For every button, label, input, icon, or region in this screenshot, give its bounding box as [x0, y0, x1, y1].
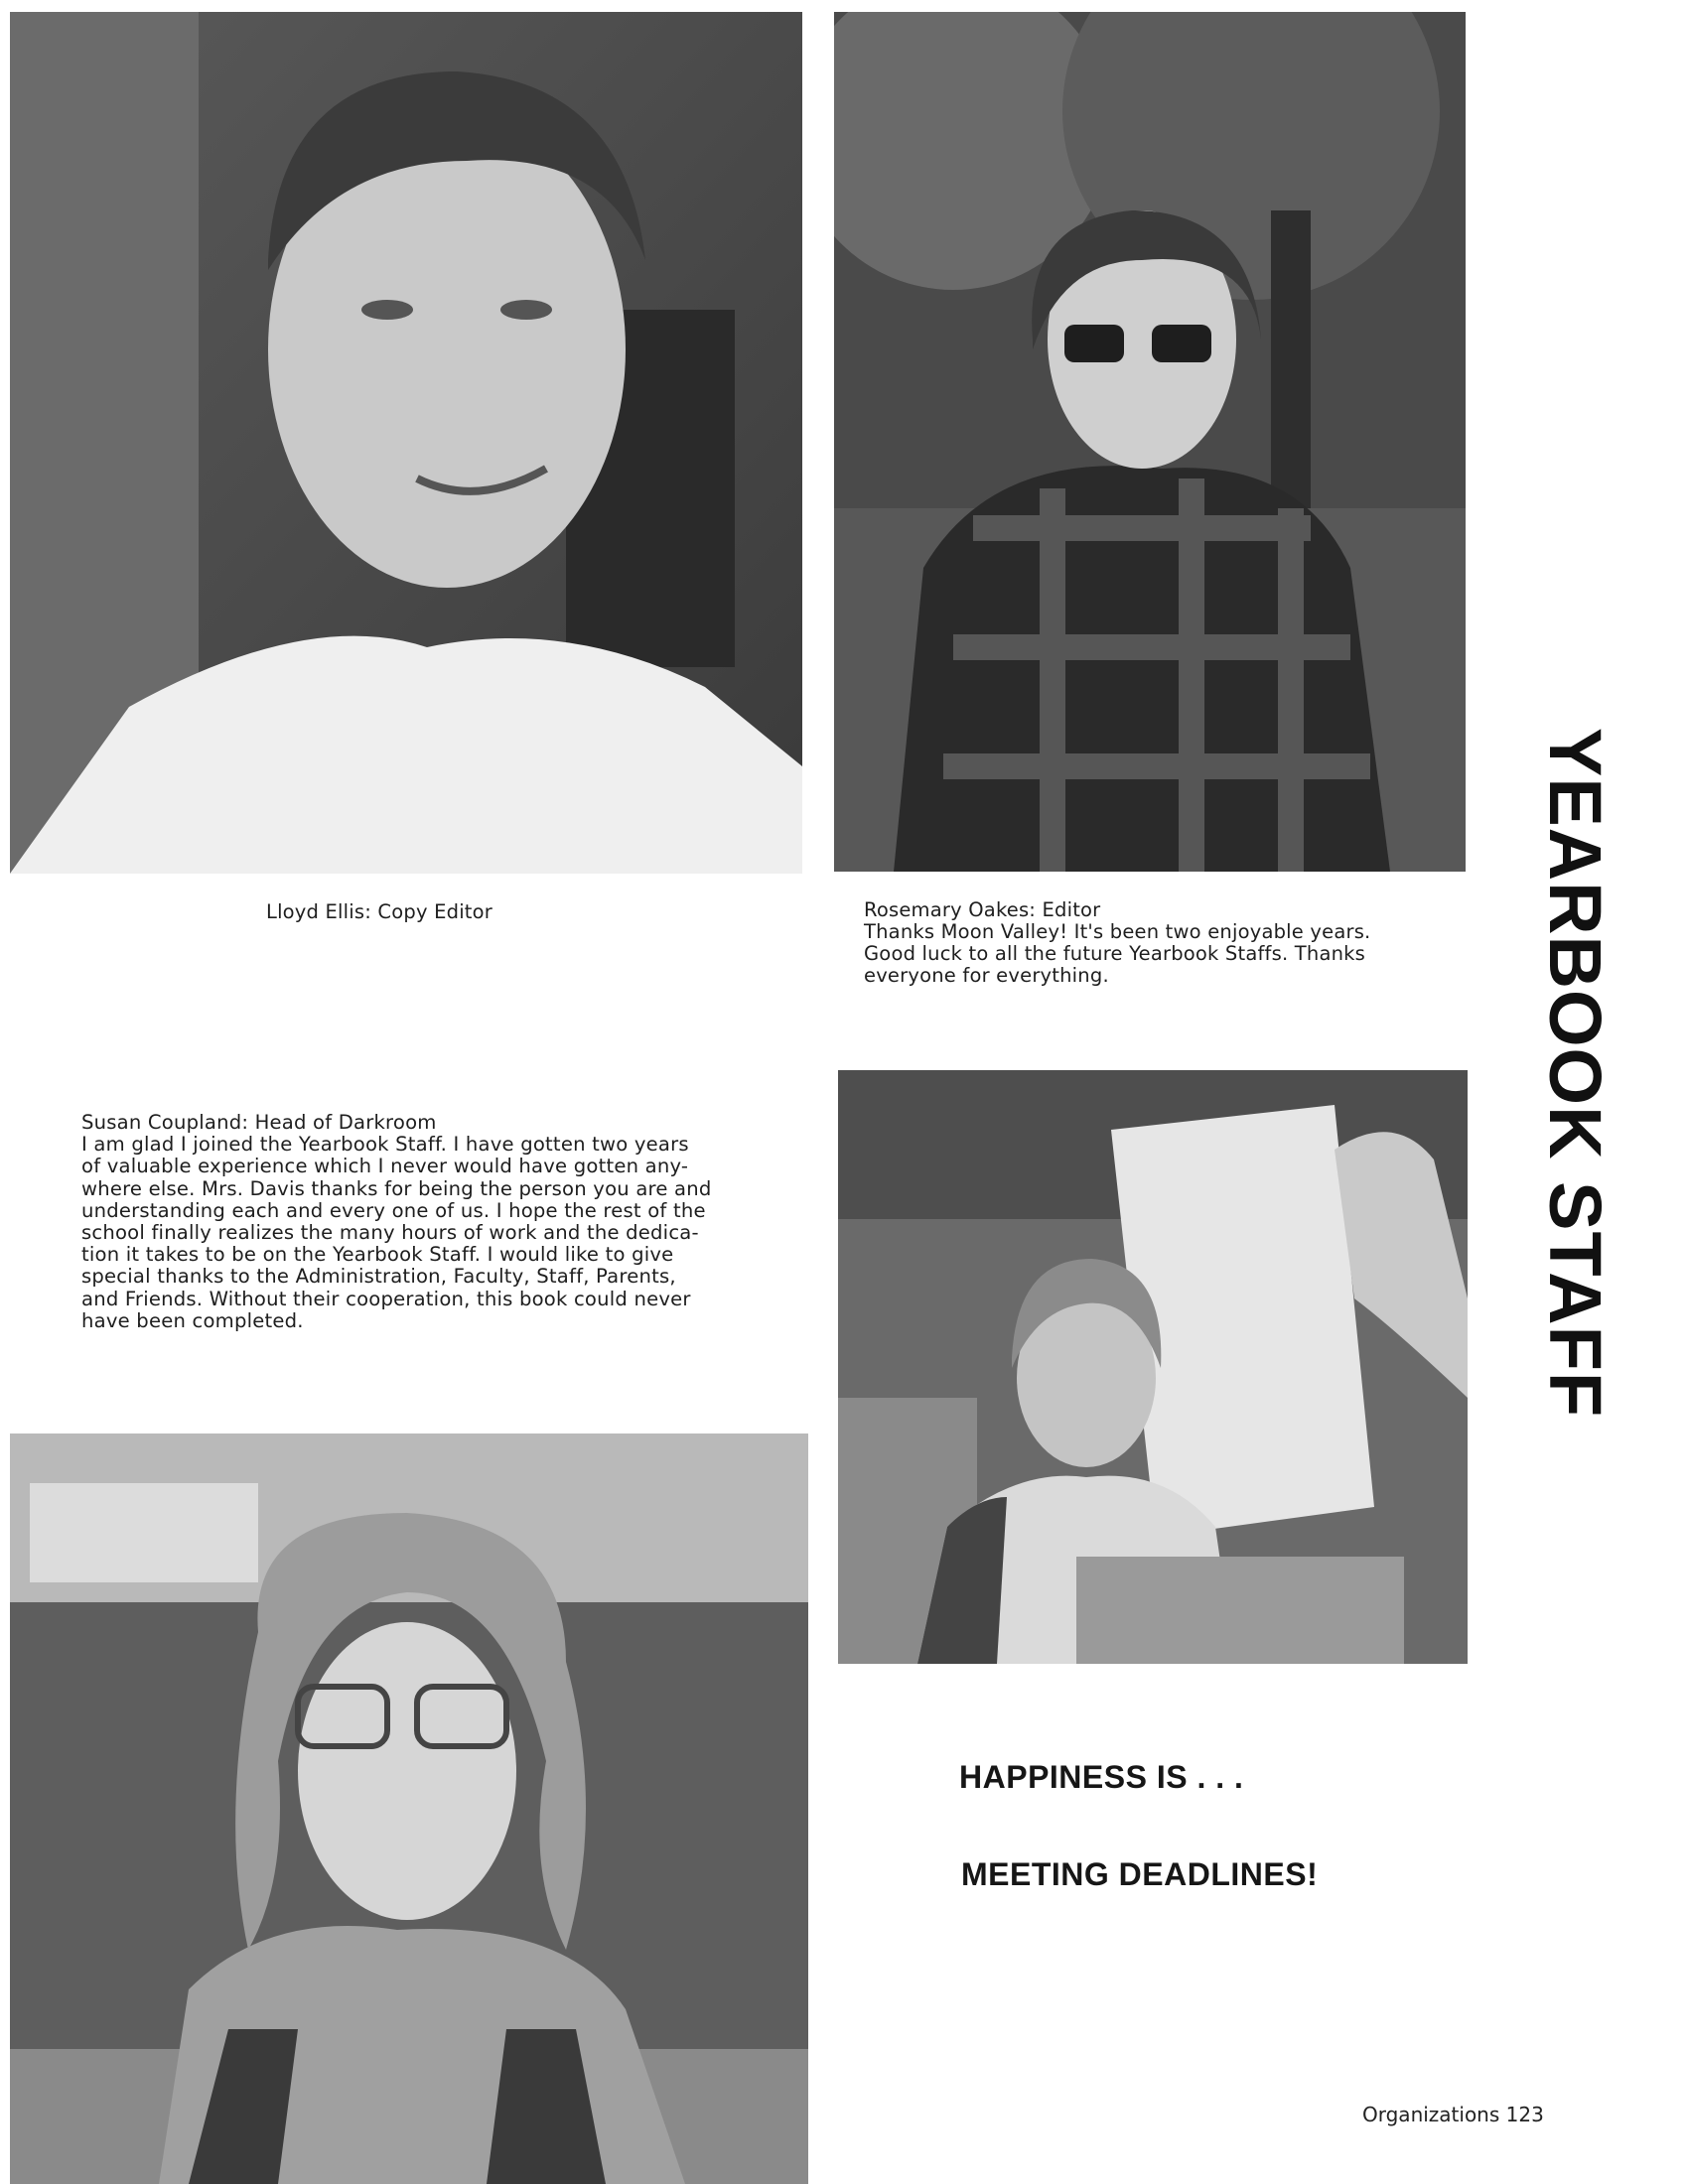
section-title-text: YEARBOOK STAFF [1534, 727, 1618, 1418]
caption-name: Susan Coupland: Head of Darkroom [81, 1111, 437, 1134]
caption-line: understanding each and every one of us. I hope the rest of the [81, 1198, 706, 1222]
caption-line: have been completed. [81, 1308, 304, 1332]
caption-line: where else. Mrs. Davis thanks for being the person you are and [81, 1176, 712, 1200]
caption-line: Lloyd Ellis: Copy Editor [266, 900, 493, 923]
slogan-line-2: MEETING DEADLINES! [961, 1856, 1319, 1892]
photo-typewriter-student [838, 1070, 1468, 1664]
photo-rosemary-oakes [834, 12, 1466, 872]
caption-line: of valuable experience which I never would have gotten any- [81, 1155, 689, 1178]
section-title [1521, 695, 1630, 1449]
portrait-image [834, 12, 1466, 872]
caption-susan-coupland [81, 1112, 712, 1332]
caption-line: school finally realizes the many hours of work and the dedica- [81, 1221, 699, 1245]
portrait-image [10, 12, 802, 874]
caption-line: special thanks to the Administration, Faculty, Staff, Parents, [81, 1265, 676, 1289]
caption-line: Thanks Moon Valley! It's been two enjoyable years. [864, 920, 1371, 943]
photo-lloyd-ellis [10, 12, 802, 874]
caption-line: I am glad I joined the Yearbook Staff. I have gotten two years [81, 1133, 689, 1157]
caption-line: Good luck to all the future Yearbook Staffs. Thanks [864, 942, 1366, 965]
portrait-image [838, 1070, 1468, 1664]
photo-susan-coupland [10, 1433, 808, 2184]
page-footer: Organizations 123 [1362, 2103, 1544, 2126]
caption-line: everyone for everything. [864, 964, 1109, 987]
caption-name: Rosemary Oakes: Editor [864, 898, 1101, 921]
caption-lloyd-ellis [266, 901, 492, 923]
caption-line: and Friends. Without their cooperation, this book could never [81, 1287, 691, 1310]
caption-rosemary-oakes [864, 899, 1370, 987]
caption-line: tion it takes to be on the Yearbook Staff. I would like to give [81, 1243, 674, 1267]
slogan-line-1: HAPPINESS IS . . . [959, 1759, 1244, 1795]
portrait-image [10, 1433, 808, 2184]
